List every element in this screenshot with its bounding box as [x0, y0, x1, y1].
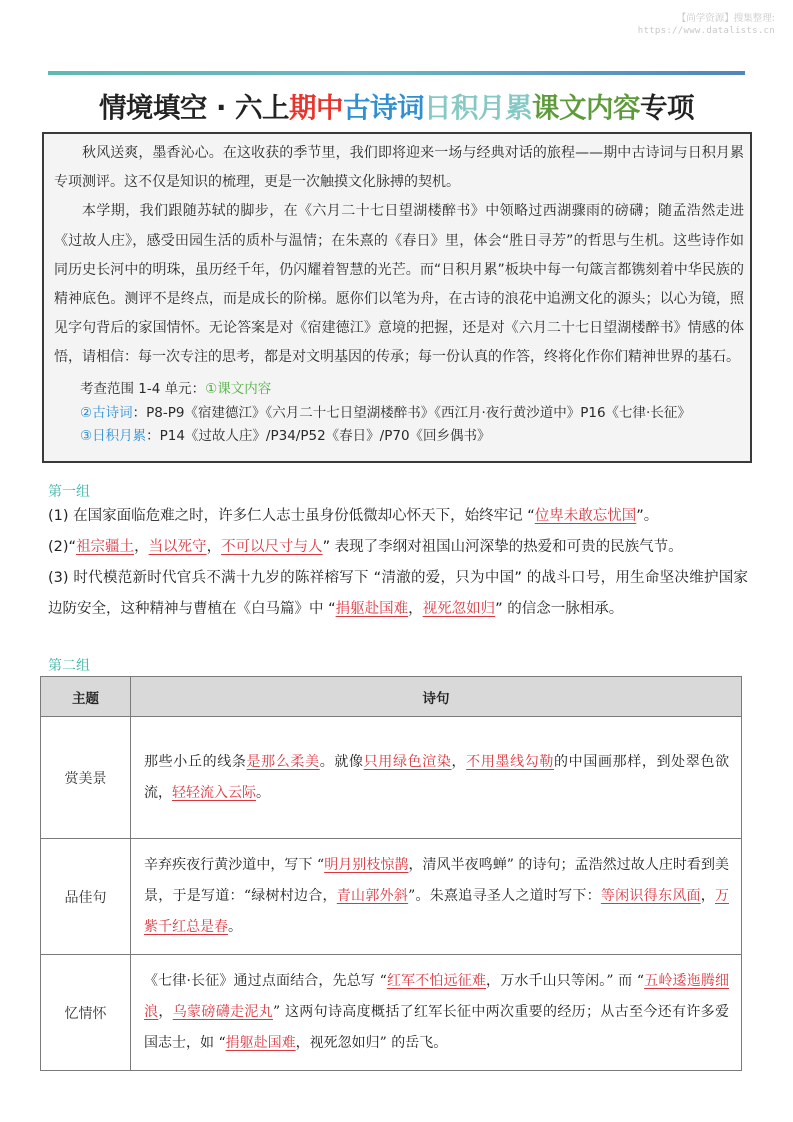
watermark — [638, 12, 775, 38]
title-part-main: 情境填空 · 六上 — [98, 92, 290, 124]
answer-blank: 只用绿色渲染 — [363, 753, 452, 770]
answer-blank: 乌蒙磅礴走泥丸 — [172, 1004, 274, 1020]
answer-blank: 不可以尺寸与人 — [221, 539, 323, 555]
row-verse — [131, 839, 742, 955]
question-text: ”。 — [636, 508, 659, 524]
answer-blank: 当以死守 — [148, 539, 207, 555]
verse-text: ，清风半夜鸣蝉” 的诗句；孟浩然过故人庄时看到美景，于是写道：“绿树村边合， — [144, 857, 730, 904]
answer-blank: 是那么柔美 — [246, 753, 320, 770]
row-verse — [131, 717, 742, 839]
question-3 — [48, 563, 748, 625]
question-text: ， — [134, 539, 149, 555]
answer-blank: 等闲识得东风面 — [600, 888, 701, 904]
verse-text: 《七律·长征》通过点面结合，先总写 “ — [144, 973, 387, 989]
verse-text: ，万水千山只等闲。” 而 “ — [486, 973, 645, 989]
answer-blank: 位卑未敢忘忧国 — [534, 508, 637, 524]
table-header-row — [41, 677, 742, 717]
intro-paragraph-1: 秋风送爽，墨香沁心。在这收获的季节里，我们即将迎来一场与经典对话的旅程——期中古诗词与日积月累专项测评。这不仅是知识的梳理，更是一次触摸文化脉搏的契机。 — [54, 145, 744, 191]
question-text: ” 表现了李纲对祖国山河深挚的热爱和可贵的民族气节。 — [322, 539, 683, 555]
answer-blank: 明月别枝惊鹊 — [324, 857, 409, 873]
header-gradient-bar — [48, 71, 745, 75]
table-row — [41, 717, 742, 839]
scope-item-accumulation-text: ：P14《过故人庄》/P34/P52《春日》/P70《回乡偶书》 — [146, 428, 491, 444]
answer-blank: 捐躯赴国难 — [335, 601, 409, 617]
verse-text: 的中国画那样，到处翠色欲流， — [144, 753, 730, 801]
scope-item-accumulation-label: ③日积月累 — [80, 428, 147, 444]
watermark-source: 【尚学资源】搜集整理: — [676, 13, 775, 24]
verse-text: 那些小丘的线条 — [144, 753, 247, 770]
poetry-table — [40, 676, 742, 1071]
scope-item-poetry-label: ②古诗词 — [80, 404, 133, 421]
verse-text: ， — [451, 753, 467, 770]
title-part-accumulation: 日积月累 — [424, 92, 533, 124]
exam-scope — [80, 378, 752, 449]
title-part-special: 专项 — [640, 92, 695, 124]
answer-blank: 万紫千红总是春 — [144, 888, 729, 935]
group-1-title: 第一组 — [48, 484, 90, 500]
group-2-title: 第二组 — [48, 658, 90, 674]
watermark-url: https://www.datalists.cn — [637, 26, 775, 36]
scope-label: 考查范围 1-4 单元： — [80, 381, 206, 397]
table-row — [41, 839, 742, 955]
question-text: (1) 在国家面临危难之时，许多仁人志士虽身份低微却心怀天下，始终牢记 “ — [48, 508, 535, 524]
answer-blank: 五岭逶迤腾细浪 — [144, 973, 730, 1020]
question-2 — [48, 532, 748, 563]
verse-text: 辛弃疾夜行黄沙道中，写下 “ — [144, 857, 325, 873]
column-header-theme: 主题 — [41, 677, 131, 717]
intro-paragraph-2: 本学期，我们跟随苏轼的脚步，在《六月二十七日望湖楼醉书》中领略过西湖骤雨的磅礴；随孟浩然走进《过故人庄》，感受田园生活的质朴与温情；在朱熹的《春日》里，体会“胜日寻芳”的哲思与生机。这些诗作如同历史长河中的明珠，虽历经千年，仍闪耀着智慧的光芒。而“日积月累”板块中每一句箴言都镌刻着中华民族的精神底色。测评不是终点，而是成长的阶梯。愿你们以笔为舟，在古诗的浪花中追溯文化的源头；以心为镜，照见字句背后的家国情怀。无论答案是对《宿建德江》意境的把握，还是对《六月二十七日望湖楼醉书》情感的体悟，请相信：每一次专注的思考，都是对文明基因的传承；每一份认真的作答，终将化作你们精神世界的基石。 — [54, 203, 744, 366]
row-theme: 品佳句 — [41, 839, 131, 955]
question-text: ” 的信念一脉相承。 — [495, 601, 624, 617]
verse-text: ， — [158, 1004, 173, 1020]
verse-text: ”。朱熹追寻圣人之道时写下： — [408, 888, 601, 904]
scope-line-3 — [80, 425, 752, 449]
table-row — [41, 955, 742, 1071]
verse-text: ，视死忽如归” 的岳飞。 — [295, 1035, 448, 1051]
title-part-text-content: 课文内容 — [532, 92, 641, 124]
verse-text: ” 这两句诗高度概括了红军长征中两次重要的经历；从古至今还有许多爱国志士，如 “ — [144, 1004, 730, 1051]
row-theme: 忆情怀 — [41, 955, 131, 1071]
question-text: (2)“ — [48, 539, 77, 555]
verse-text: 。 — [228, 919, 242, 935]
answer-blank: 轻轻流入云际 — [172, 784, 256, 801]
answer-blank: 视死忽如归 — [422, 601, 496, 617]
scope-item-text-content: ①课文内容 — [205, 381, 272, 397]
question-text: ， — [206, 539, 222, 555]
verse-text: ， — [700, 888, 715, 904]
column-header-verse: 诗句 — [131, 677, 742, 717]
verse-text: 。就像 — [319, 753, 364, 770]
row-verse — [131, 955, 742, 1071]
answer-blank: 红军不怕远征难 — [386, 973, 487, 989]
intro-text — [54, 139, 744, 373]
row-theme: 赏美景 — [41, 717, 131, 839]
scope-line-2 — [80, 402, 752, 426]
title-part-midterm: 期中 — [289, 92, 344, 124]
scope-line-1 — [80, 378, 752, 402]
verse-text: 。 — [256, 784, 270, 801]
scope-item-poetry-text: ：P8-P9《宿建德江》《六月二十七日望湖楼醉书》《西江月·夜行黄沙道中》P16《七律·长征》 — [132, 404, 691, 421]
answer-blank: 祖宗疆土 — [76, 539, 135, 555]
question-text: ， — [408, 601, 423, 617]
question-text: (3) 时代模范新时代官兵不满十九岁的陈祥榕写下 “清澈的爱，只为中国” 的战斗口号，用生命坚决维护国家边防安全，这种精神与曹植在《白马篇》中 “ — [48, 570, 748, 617]
page-title — [40, 88, 753, 128]
title-part-poetry: 古诗词 — [343, 92, 425, 124]
answer-blank: 青山郭外斜 — [336, 888, 409, 904]
answer-blank: 捐躯赴国难 — [225, 1035, 296, 1051]
question-1 — [48, 501, 748, 532]
answer-blank: 不用墨线勾勒 — [466, 753, 555, 770]
intro-box — [42, 132, 752, 463]
